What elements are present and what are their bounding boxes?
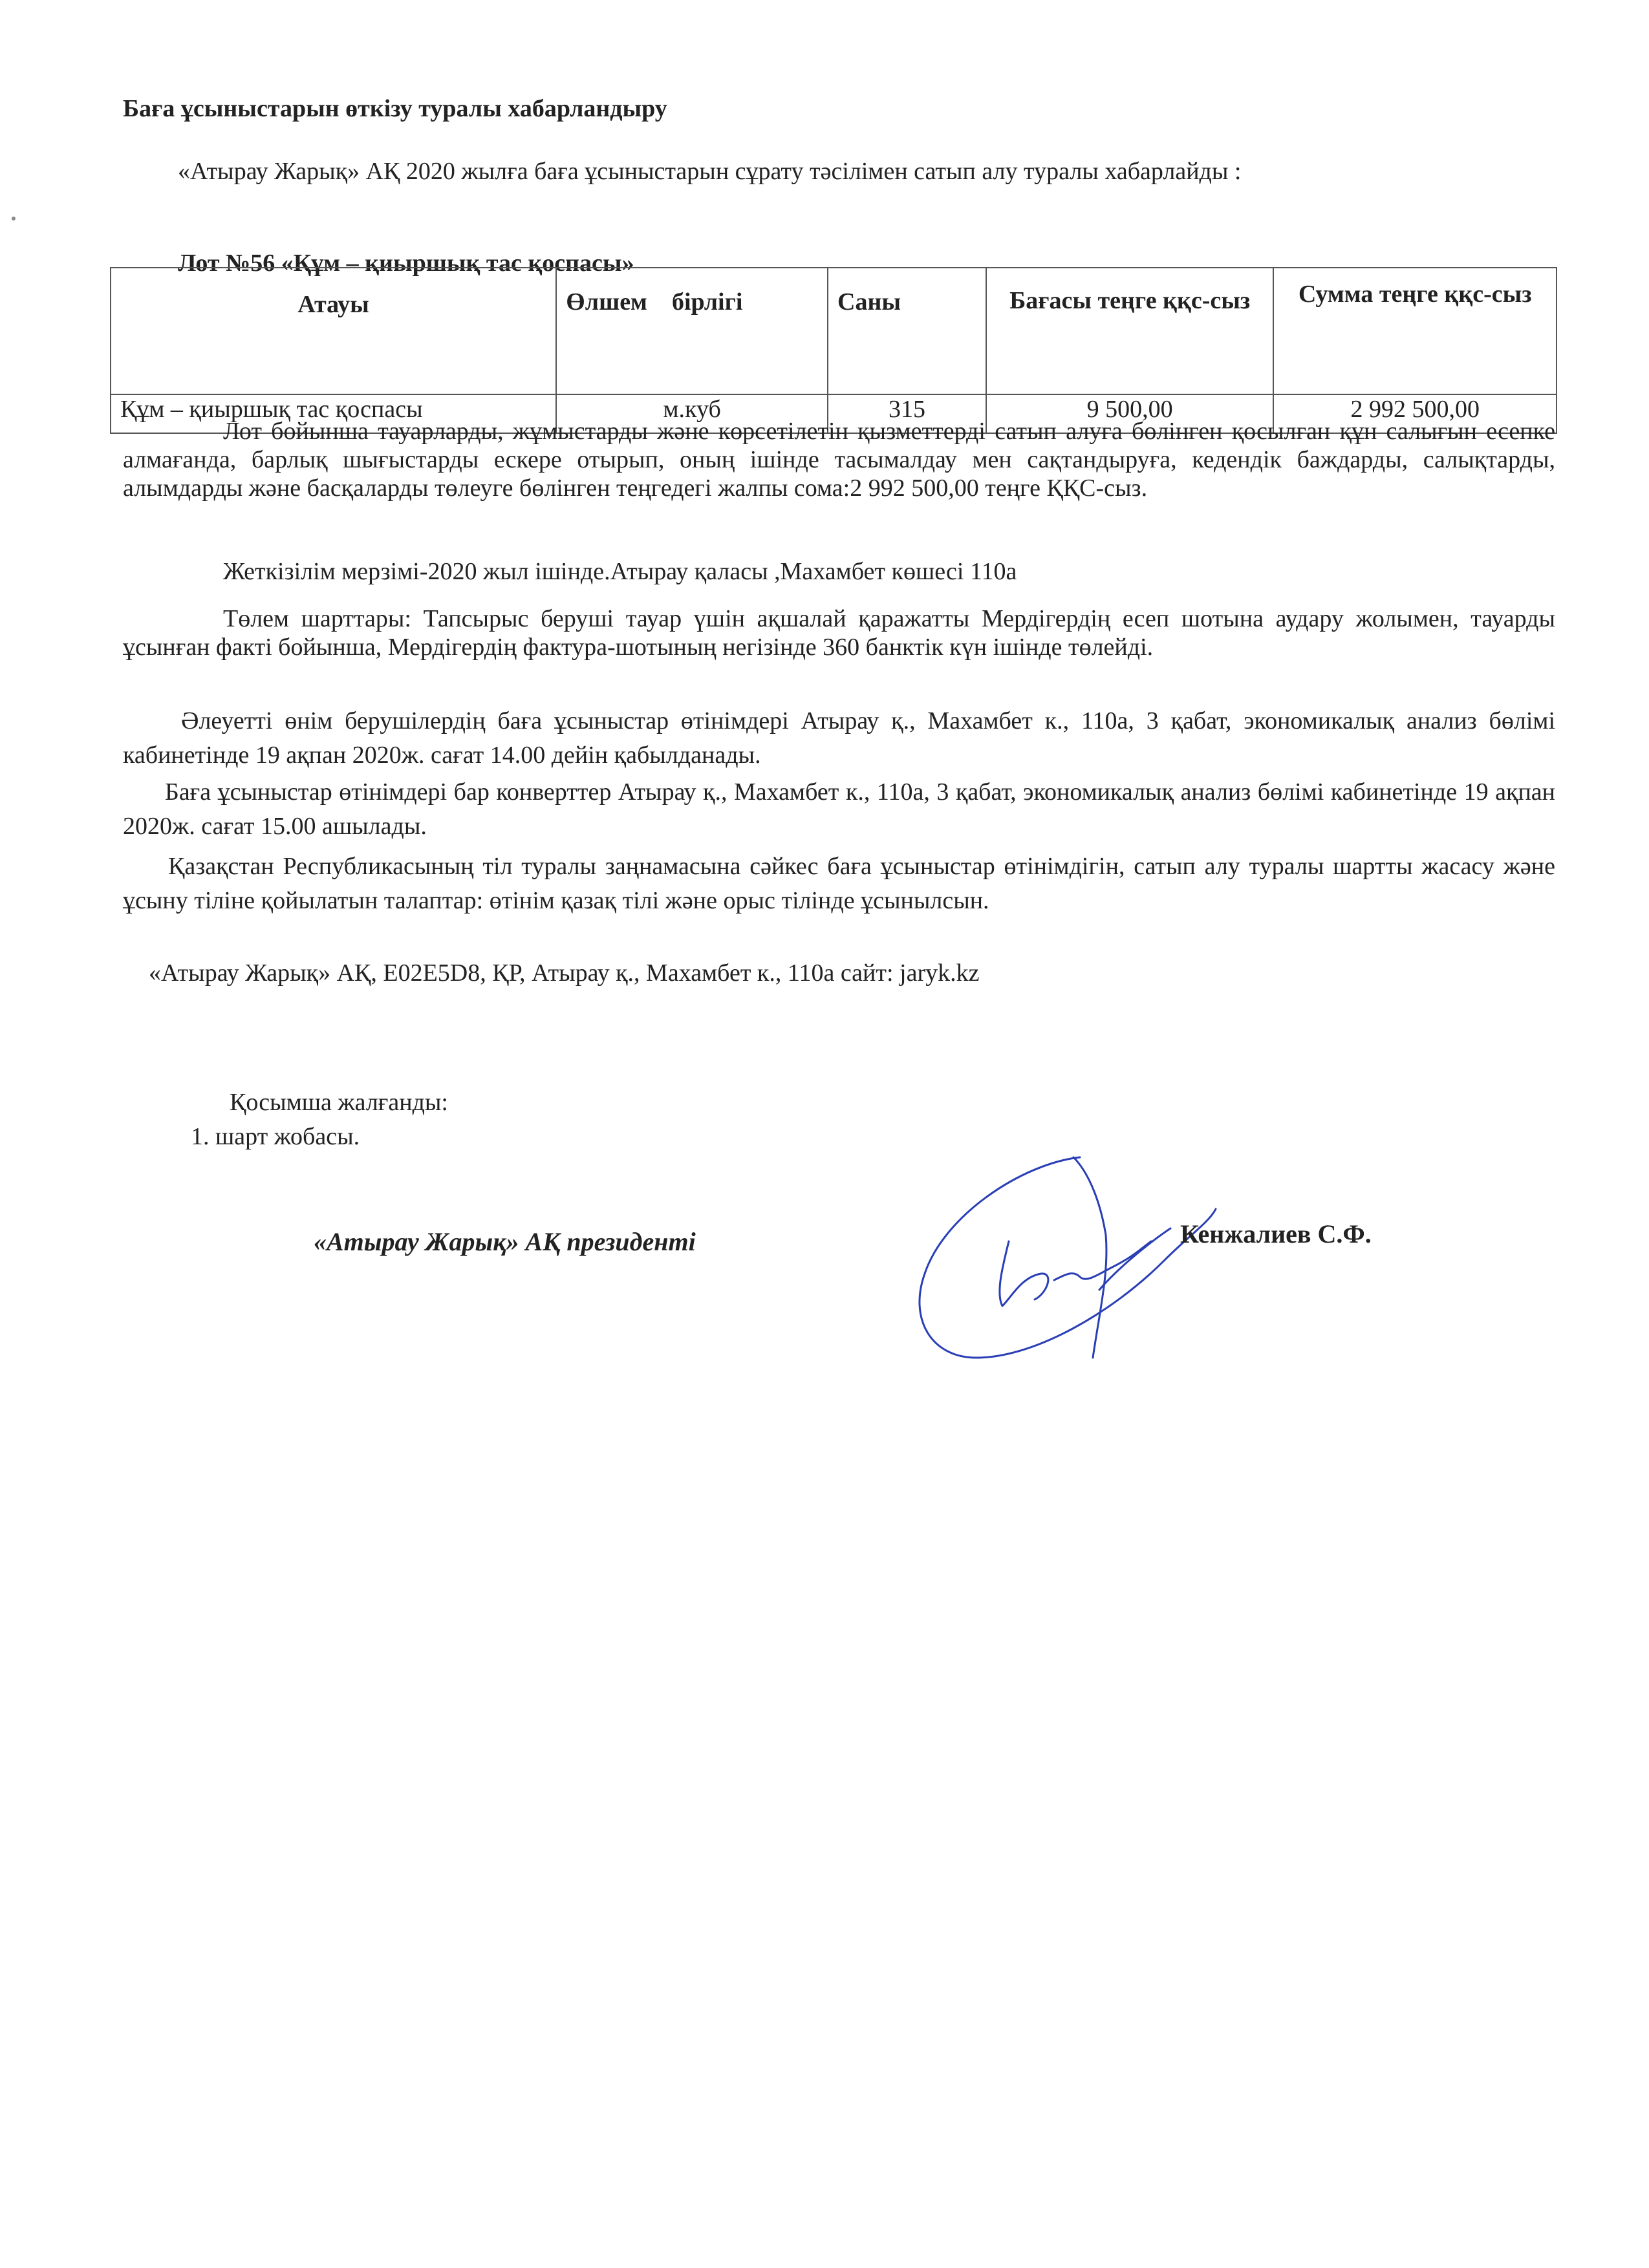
payment-terms-paragraph: Төлем шарттары: Тапсырыс беруші тауар үшін ақшалай қаражатты Мердігердің есеп шотына аудару жолымен, тауарды ұсынған факті бойынша, Мердігердің фактура-шотының негізінде 360 банктік күн ішінде төлейді.: [123, 605, 1555, 661]
header-quantity: Саны: [828, 268, 986, 394]
signatory-name: Кенжалиев С.Ф.: [1180, 1219, 1372, 1248]
header-unit: Өлшем бірлігі: [556, 268, 828, 394]
cell-price: 9 500,00: [986, 394, 1274, 433]
cell-quantity: 315: [828, 394, 986, 433]
submission-paragraph: Әлеуетті өнім берушілердің баға ұсыныстар өтінімдері Атырау қ., Махамбет к., 110а, 3 қабат, экономикалық анализ бөлімі кабинетінде 19 ақпан 2020ж. сағат 14.00 дейін қабылданады.: [123, 707, 1555, 769]
delivery-paragraph: Жеткізілім мерзімі-2020 жыл ішінде.Атырау қаласы ,Махамбет көшесі 110а: [223, 558, 1017, 585]
attachments-label: Қосымша жалғанды:: [230, 1089, 448, 1116]
handwritten-signature: [905, 1144, 1229, 1364]
header-price: Бағасы теңге ққс-сыз: [986, 268, 1274, 394]
cell-name: Құм – қиыршық тас қоспасы: [111, 394, 556, 433]
company-contact-line: «Атырау Жарық» АҚ, Е02Е5D8, ҚР, Атырау қ., Махамбет к., 110а сайт: jaryk.kz: [149, 959, 980, 987]
attachment-item: 1. шарт жобасы.: [191, 1123, 360, 1150]
document-title: Баға ұсыныстарын өткізу туралы хабарландыру: [123, 95, 667, 122]
table-header-row: [111, 268, 1557, 394]
language-requirements-paragraph: Қазақстан Республикасының тіл туралы заңнамасына сәйкес баға ұсыныстар өтінімдігін, сатып алу туралы шартты жасасу және ұсыну тіліне қойылатын талаптар: өтінім қазақ тілі және орыс тілінде ұсынылсын.: [123, 853, 1555, 914]
intro-paragraph: «Атырау Жарық» АҚ 2020 жылға баға ұсыныстарын сұрату тәсілімен сатып алу туралы хабарлайды :: [178, 158, 1242, 185]
lot-table: [110, 267, 1557, 434]
opening-paragraph: Баға ұсыныстар өтінімдері бар конверттер Атырау қ., Махамбет к., 110а, 3 қабат, экономикалық анализ бөлімі кабинетінде 19 ақпан 2020ж. сағат 15.00 ашылады.: [123, 778, 1555, 840]
cell-unit: м.куб: [556, 394, 828, 433]
header-sum: Сумма теңге ққс-сыз: [1273, 268, 1557, 394]
signatory-title: «Атырау Жарық» АҚ президенті: [314, 1227, 696, 1256]
cell-sum: 2 992 500,00: [1273, 394, 1557, 433]
lot-title: Лот №56 «Құм – қиыршық тас қоспасы»: [178, 250, 634, 277]
header-name: Атауы: [111, 268, 556, 394]
budget-paragraph: Лот бойынша тауарларды, жұмыстарды және көрсетілетін қызметтерді сатып алуға бөлінген қосылған құн салығын есепке алмағанда, барлық шығыстарды ескере отырып, оның ішінде тасымалдау мен сақтандыруға, кедендік баждарды, салықтарды, алымдарды және басқаларды төлеуге бөлінген теңгедегі жалпы сома:2 992 500,00 теңге ҚҚС-сыз.: [123, 418, 1555, 502]
scan-speck: [12, 217, 16, 220]
